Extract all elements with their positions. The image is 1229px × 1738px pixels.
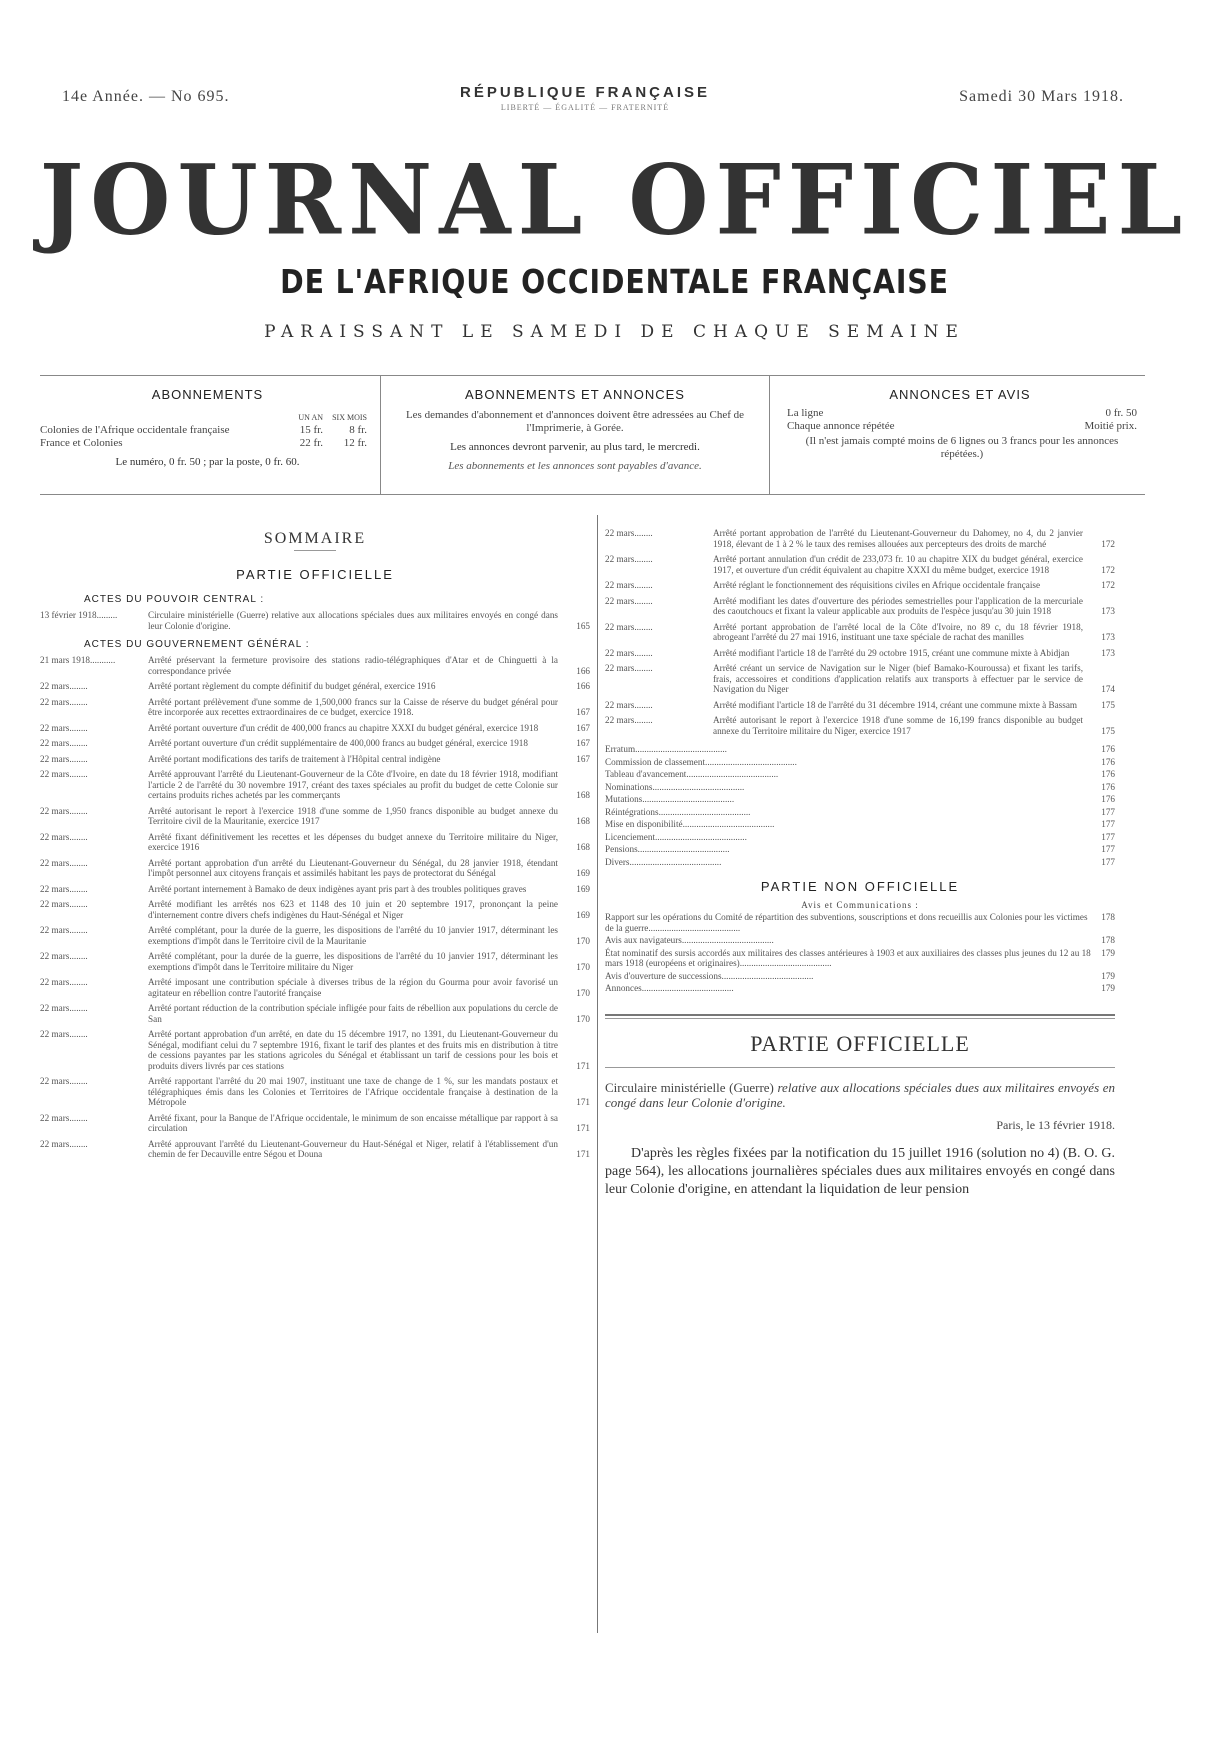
section-separator — [605, 1014, 1115, 1016]
toc-entry — [40, 754, 590, 765]
partie-officielle-heading: PARTIE OFFICIELLE — [236, 567, 394, 582]
toc-entry-text: Mutations........................................ — [605, 794, 735, 804]
price-label: Colonies de l'Afrique occidentale française — [40, 424, 230, 436]
motto: LIBERTÉ — ÉGALITÉ — FRATERNITÉ — [500, 103, 670, 112]
toc-entry-date: 22 mars........ — [40, 1112, 88, 1123]
toc-entry-date: 22 mars........ — [40, 951, 88, 961]
toc-entry-text: Erratum........................................ — [605, 744, 727, 754]
circular-subject: relative aux allocations spéciales dues aux militaires envoyés en congé dans leur Colonie d'origine. — [605, 1079, 1115, 1110]
toc-entry-text: Arrêté portant approbation d'un arrêté du Lieutenant-Gouverneur du Sénégal, du 28 janvier 1918, étendant l'impôt personnel aux citoyens français et assimilés habitant les pays de protectorat du Sénégal — [148, 857, 558, 878]
toc-entry-date: 22 mars........ — [40, 925, 88, 935]
toc-entry — [605, 769, 1115, 780]
toc-entry — [605, 971, 1115, 982]
annonces-avis-box — [775, 376, 1145, 494]
toc-entry — [40, 806, 590, 827]
masthead-title: JOURNAL OFFICIEL — [39, 143, 1190, 257]
toc-entry — [605, 663, 1115, 695]
toc-entry-text: Arrêté portant approbation de l'arrêté local de la Côte d'Ivoire, no 89 c, du 18 février 1918, abrogeant l'arrêté du 27 mai 1916, instituant une taxe spéciale de rachat des manilles — [713, 621, 1083, 642]
toc-entry-text: Arrêté rapportant l'arrêté du 20 mai 1907, instituant une taxe de change de 1 %, sur les mandats postaux et télégraphiques émis dans les Colonies et Territoires de l'Afrique occidentale française à destination de la Métropole — [148, 1076, 558, 1107]
price-row — [40, 437, 367, 450]
avis-communications-heading: Avis et Communications : — [801, 900, 919, 910]
pouvoir-central-list — [40, 610, 590, 631]
price-six: 12 fr. — [343, 437, 367, 449]
gouvernement-general-list — [40, 655, 590, 1160]
toc-entry — [605, 700, 1115, 711]
toc-entry-text: Arrêté fixant définitivement les recettes et les dépenses du budget annexe du Territoire militaire du Niger, exercice 1916 — [148, 831, 558, 852]
toc-entry-page: 171 — [576, 1060, 590, 1071]
toc-entry-page: 176 — [1101, 781, 1115, 792]
toc-entry — [40, 1113, 590, 1134]
toc-entry-page: 177 — [1101, 856, 1115, 867]
demandes-text: Les demandes d'abonnement et d'annonces doivent être adressées au Chef de l'Imprimerie, à Gorée. — [405, 409, 745, 434]
toc-entry-text: Arrêté modifiant les arrêtés nos 623 et 1148 des 10 juin et 20 septembre 1917, prononçant la peine d'internement contre divers chefs indigènes du Haut-Sénégal et Niger — [148, 899, 558, 920]
toc-entry-page: 178 — [1101, 912, 1115, 922]
toc-entry-page: 177 — [1101, 831, 1115, 842]
pouvoir-central-heading: ACTES DU POUVOIR CENTRAL : — [84, 594, 265, 605]
toc-entry-text: Arrêté approuvant l'arrêté du Lieutenant-Gouverneur du Haut-Sénégal et Niger, relatif à l'établissement d'un chemin de fer Decauville entre Ségou et Douna — [148, 1138, 558, 1159]
toc-entry-date: 22 mars........ — [40, 1076, 88, 1086]
toc-entry-date: 22 mars........ — [40, 831, 88, 842]
payment-text: Les abonnements et les annonces sont payables d'avance. — [448, 460, 702, 472]
toc-entry-date: 22 mars........ — [605, 647, 653, 658]
toc-entry — [40, 884, 590, 895]
toc-entry-text: Arrêté portant approbation d'un arrêté, en date du 15 décembre 1917, no 1391, du Lieutenant-Gouverneur du Sénégal, modifiant celui du 7 septembre 1916, fixant le tarif des plantes et des fruits mis en distribution à titre de cessions payantes par les stations agricoles du Sénégal et établissant un tarif de cessions pour les bois et produits divers livrés par ces stations — [148, 1029, 558, 1071]
ligne-value: 0 fr. 50 — [1105, 407, 1137, 419]
toc-entry-text: Arrêté portant modifications des tarifs de traitement à l'Hôpital central indigène — [148, 753, 441, 764]
toc-entry-text: Nominations........................................ — [605, 781, 745, 792]
toc-entry-text: Arrêté modifiant les dates d'ouverture des périodes semestrielles pour l'application de la mercuriale des caoutchoucs et fixant la valeur applicable aux produits de l'espèce jusqu'au 30 juin 1918 — [713, 595, 1083, 616]
toc-entry — [40, 951, 590, 972]
toc-entry-page: 176 — [1101, 794, 1115, 804]
toc-entry-page: 175 — [1101, 725, 1115, 736]
toc-entry-text: Arrêté portant prélèvement d'une somme de 1,500,000 francs sur la Caisse de réserve du budget général pour être incorporée aux recettes extraordinaires de ce budget, exercice 1918. — [148, 696, 558, 717]
toc-entry-page: 170 — [576, 961, 590, 972]
toc-entry-page: 170 — [576, 1013, 590, 1024]
toc-entry-text: Annonces........................................ — [605, 983, 734, 993]
toc-entry-page: 173 — [1101, 632, 1115, 642]
price-label: France et Colonies — [40, 437, 123, 449]
toc-entry-page: 171 — [576, 1097, 590, 1107]
toc-entry — [605, 948, 1115, 969]
toc-entry-page: 179 — [1101, 970, 1115, 981]
header-top — [40, 84, 1130, 124]
toc-entry-page: 177 — [1101, 844, 1115, 854]
place-date: Paris, le 13 février 1918. — [996, 1117, 1115, 1132]
toc-entry-page: 179 — [1101, 947, 1115, 958]
toc-entry — [40, 723, 590, 734]
toc-entry-text: Arrêté portant règlement du compte définitif du budget général, exercice 1916 — [148, 681, 436, 691]
toc-entry-date: 22 mars........ — [40, 883, 88, 894]
sommaire-underline — [294, 550, 336, 551]
toc-entry-page: 177 — [1101, 806, 1115, 817]
toc-entry-page: 169 — [576, 883, 590, 894]
toc-entry-text: Arrêté portant internement à Bamako de deux indigènes ayant pris part à des troubles politiques graves — [148, 883, 527, 894]
toc-entry-page: 178 — [1101, 935, 1115, 945]
toc-entry-date: 22 mars........ — [605, 554, 653, 564]
non-officielle-list — [605, 912, 1115, 994]
toc-entry — [40, 769, 590, 801]
section-separator-thin — [605, 1018, 1115, 1019]
toc-entry-text: Arrêté créant un service de Navigation sur le Niger (bief Bamako-Kouroussa) et fixant les tarifs, frais, accessoires et conditions d'application relatifs aux transports à effectuer par le service de Navigation du Niger — [713, 663, 1083, 694]
toc-entry-page: 168 — [576, 790, 590, 800]
toc-entry-text: Arrêté autorisant le report à l'exercice 1918 d'une somme de 16,199 francs disponible au budget annexe du Territoire militaire du Niger, exercice 1917 — [713, 715, 1083, 736]
toc-entry-text: Arrêté réglant le fonctionnement des réquisitions civiles en Afrique occidentale française — [713, 580, 1041, 590]
toc-entry-page: 165 — [576, 620, 590, 631]
abonnements-annonces-title: ABONNEMENTS ET ANNONCES — [465, 387, 685, 402]
toc-entry-text: Tableau d'avancement........................................ — [605, 769, 779, 779]
toc-entry-page: 173 — [1101, 647, 1115, 658]
toc-entry-date: 22 mars........ — [40, 753, 88, 764]
toc-entry — [605, 596, 1115, 617]
toc-entry-date: 22 mars........ — [40, 1003, 88, 1013]
toc-entry — [40, 1139, 590, 1160]
sommaire-right-column — [605, 523, 1115, 1199]
col-head-year: UN AN — [298, 413, 323, 422]
toc-entry — [605, 715, 1115, 736]
toc-entry-text: Arrêté complétant, pour la durée de la guerre, les dispositions de l'arrêté du 10 janvier 1917, déterminant les exemptions d'impôt dans le Territoire civil de la Mauritanie — [148, 925, 558, 946]
toc-entry — [605, 857, 1115, 868]
toc-entry-text: Arrêté portant ouverture d'un crédit supplémentaire de 400,000 francs au budget général, exercice 1918 — [148, 738, 528, 748]
toc-entry-page: 177 — [1101, 819, 1115, 829]
toc-entry-page: 166 — [576, 665, 590, 676]
toc-entry-date: 22 mars........ — [40, 1029, 88, 1039]
toc-entry — [40, 655, 590, 676]
toc-entry — [605, 782, 1115, 793]
price-six: 8 fr. — [349, 424, 367, 436]
price-year: 15 fr. — [299, 424, 323, 436]
partie-officielle-title: PARTIE OFFICIELLE — [750, 1030, 970, 1056]
toc-entry-date: 22 mars........ — [605, 663, 653, 673]
masthead-tagline: PARAISSANT LE SAMEDI DE CHAQUE SEMAINE — [264, 322, 965, 342]
toc-entry-date: 22 mars........ — [40, 857, 88, 868]
toc-entry-text: Arrêté préservant la fermeture provisoire des stations radio-télégraphiques d'Atar et de Chinguetti à la correspondance privée — [148, 655, 558, 676]
numero-price: Le numéro, 0 fr. 50 ; par la poste, 0 fr. 60. — [115, 456, 300, 468]
issue-date: Samedi 30 Mars 1918. — [959, 88, 1124, 105]
toc-entry-text: Mise en disponibilité........................................ — [605, 819, 775, 829]
abonnements-annonces-box — [380, 376, 770, 494]
toc-entry-text: Pensions........................................ — [605, 844, 730, 854]
toc-entry — [605, 757, 1115, 768]
toc-entry-text: Rapport sur les opérations du Comité de répartition des subventions, souscriptions et dons recueillis aux Colonies pour les victimes de la guerre........................................ — [605, 912, 1088, 933]
toc-entry-date: 22 mars........ — [40, 696, 88, 707]
toc-entry-page: 169 — [576, 868, 590, 878]
toc-entry-page: 172 — [1101, 538, 1115, 549]
toc-entry-page: 174 — [1101, 684, 1115, 694]
toc-entry-page: 172 — [1101, 564, 1115, 575]
year-number: 14e Année. — No 695. — [62, 88, 230, 105]
toc-entry-date: 22 mars........ — [605, 715, 653, 725]
price-table — [40, 411, 367, 450]
toc-entry-date: 22 mars........ — [605, 595, 653, 606]
toc-entry — [605, 819, 1115, 830]
price-row — [40, 424, 367, 437]
toc-entry-page: 166 — [576, 681, 590, 691]
toc-entry-date: 22 mars........ — [40, 805, 88, 816]
annonces-note: (Il n'est jamais compté moins de 6 lignes ou 3 francs pour les annonces répétées.) — [805, 435, 1119, 460]
toc-entry-text: Avis d'ouverture de successions........................................ — [605, 970, 814, 981]
toc-entry — [40, 1029, 590, 1071]
toc-entry — [605, 912, 1115, 933]
toc-entry-text: Arrêté fixant, pour la Banque de l'Afrique occidentale, le minimum de son encaisse métallique par rapport à sa circulation — [148, 1112, 558, 1133]
toc-entry — [40, 610, 590, 631]
sommaire-title: SOMMAIRE — [263, 530, 367, 547]
toc-entry — [605, 648, 1115, 659]
annonces-avis-title: ANNONCES ET AVIS — [889, 387, 1031, 402]
toc-entry-page: 172 — [1101, 580, 1115, 590]
toc-entry — [40, 697, 590, 718]
toc-entry — [40, 738, 590, 749]
toc-entry-page: 171 — [576, 1149, 590, 1159]
price-year: 22 fr. — [299, 437, 323, 449]
abonnements-title: ABONNEMENTS — [151, 387, 264, 402]
toc-entry-text: Commission de classement........................................ — [605, 756, 797, 767]
price-head-row — [40, 411, 367, 424]
toc-entry-page: 167 — [576, 722, 590, 733]
toc-entry — [605, 554, 1115, 575]
toc-entry-date: 22 mars........ — [40, 977, 88, 987]
toc-entry-page: 173 — [1101, 606, 1115, 616]
toc-entry — [40, 925, 590, 946]
toc-entry-text: Arrêté portant réduction de la contribution spéciale infligée pour faits de rébellion aux populations du cercle de San — [148, 1003, 558, 1024]
toc-entry-page: 171 — [576, 1123, 590, 1133]
toc-entry-text: Arrêté approuvant l'arrêté du Lieutenant-Gouverneur de la Côte d'Ivoire, en date du 18 février 1918, modifiant l'article 2 de l'arrêté du 30 novembre 1917, créant des taxes spéciales au profit du budget de cette Colonie sur certains produits riches achetés par les commerçants — [148, 769, 558, 800]
toc-entry — [605, 935, 1115, 946]
subscription-boxes — [40, 375, 1145, 495]
toc-entry-text: État nominatif des sursis accordés aux militaires des classes antérieures à 1903 et aux auxiliaires des classes plus jeunes du 12 au 18 mars 1918 (européens et originaires)........................................ — [605, 947, 1091, 968]
abonnements-box — [40, 376, 375, 494]
toc-entry-page: 168 — [576, 816, 590, 826]
toc-entry-page: 175 — [1101, 699, 1115, 710]
toc-entry-text: Arrêté imposant une contribution spéciale à diverses tribus de la région du Gourma pour avoir favorisé un agitateur en rébellion contre l'autorité française — [148, 977, 558, 998]
circular-body: D'après les règles fixées par la notification du 15 juillet 1916 (solution no 4) (B. O. G. page 564), les allocations journalières spéciales dues aux militaires envoyés en congé dans leur Colonie d'origine, en attendant la liquidation de leur pension — [605, 1145, 1115, 1197]
toc-entry — [40, 1003, 590, 1024]
repetee-label: Chaque annonce répétée — [787, 420, 895, 432]
toc-entry-text: Arrêté portant ouverture d'un crédit de 400,000 francs au chapitre XXXI du budget général, exercice 1918 — [148, 722, 539, 733]
sommaire-left-column — [40, 530, 590, 1160]
repetee-row — [787, 420, 1137, 433]
toc-entry-date: 22 mars........ — [40, 722, 88, 733]
toc-entry — [40, 977, 590, 998]
toc-entry-page: 170 — [576, 935, 590, 946]
toc-entry — [605, 983, 1115, 994]
toc-entry-text: Arrêté portant approbation de l'arrêté du Lieutenant-Gouverneur du Dahomey, no 4, du 2 janvier 1918, élevant de 1 à 2 % le taux des remises allouées aux percepteurs des droits de marché — [713, 528, 1083, 549]
partie-non-officielle-heading: PARTIE NON OFFICIELLE — [760, 879, 960, 894]
toc-entry-date: 22 mars........ — [40, 738, 88, 748]
toc-entry-date: 22 mars........ — [605, 528, 653, 538]
toc-entry — [40, 681, 590, 692]
toc-entry-page: 176 — [1101, 744, 1115, 754]
toc-entry-page: 170 — [576, 987, 590, 998]
toc-entry-date: 13 février 1918......... — [40, 610, 118, 620]
toc-entry-page: 169 — [576, 909, 590, 920]
toc-entry — [605, 832, 1115, 843]
toc-entry-text: Réintégrations........................................ — [605, 806, 751, 817]
toc-entry-date: 22 mars........ — [605, 699, 653, 710]
circular-heading — [605, 1080, 1115, 1110]
col-head-six: SIX MOIS — [332, 413, 367, 422]
title-rule — [605, 1067, 1115, 1068]
toc-entry-date: 21 mars 1918........... — [40, 655, 116, 665]
toc-entry-page: 167 — [576, 738, 590, 748]
circular-lead: Circulaire ministérielle (Guerre) — [605, 1079, 778, 1095]
toc-entry-page: 167 — [576, 707, 590, 717]
toc-entry-page: 179 — [1101, 983, 1115, 993]
column-divider — [597, 515, 598, 1633]
toc-entry — [40, 1076, 590, 1108]
toc-entry-text: Avis aux navigateurs........................................ — [605, 935, 774, 945]
toc-entry-date: 22 mars........ — [40, 899, 88, 909]
toc-entry — [605, 807, 1115, 818]
annonces-avis-text — [775, 401, 1145, 461]
toc-entry-text: Arrêté complétant, pour la durée de la guerre, les dispositions de l'arrêté du 10 janvier 1917, déterminant les exemptions d'impôt dans le Territoire militaire du Niger — [148, 951, 558, 972]
toc-entry-page: 176 — [1101, 756, 1115, 767]
repetee-value: Moitié prix. — [1084, 420, 1137, 432]
toc-entry-date: 22 mars........ — [40, 681, 88, 691]
toc-entry-text: Divers........................................ — [605, 856, 722, 867]
toc-entry — [605, 844, 1115, 855]
toc-entry — [40, 899, 590, 920]
toc-entry-text: Arrêté autorisant le report à l'exercice 1918 d'une somme de 1,950 francs disponible au budget annexe du Territoire civil de la Mauritanie, exercice 1917 — [148, 805, 558, 826]
toc-entry-text: Circulaire ministérielle (Guerre) relative aux allocations spéciales dues aux militaires envoyés en congé dans leur Colonie d'origine. — [148, 610, 558, 631]
misc-entries-list — [605, 744, 1115, 867]
toc-entry-text: Arrêté modifiant l'article 18 de l'arrêté du 29 octobre 1915, créant une commune mixte à Abidjan — [713, 647, 1070, 658]
toc-entry-date: 22 mars........ — [40, 769, 88, 779]
ligne-label: La ligne — [787, 407, 824, 419]
toc-entry-text: Arrêté modifiant l'article 18 de l'arrêté du 31 décembre 1914, créant une commune mixte à Bassam — [713, 699, 1078, 710]
toc-entry — [605, 794, 1115, 805]
toc-entry-page: 176 — [1101, 769, 1115, 779]
deadline-text: Les annonces devront parvenir, au plus tard, le mercredi. — [450, 441, 700, 453]
toc-entry-date: 22 mars........ — [605, 580, 653, 590]
toc-entry — [40, 832, 590, 853]
toc-entry-text: Licenciement........................................ — [605, 831, 747, 842]
toc-entry-date: 22 mars........ — [605, 621, 653, 632]
toc-entry-date: 22 mars........ — [40, 1138, 88, 1149]
toc-entry — [605, 622, 1115, 643]
toc-entry — [605, 580, 1115, 591]
toc-entry-page: 167 — [576, 753, 590, 764]
ligne-row — [787, 407, 1137, 420]
toc-entry-text: Arrêté portant annulation d'un crédit de 233,073 fr. 10 au chapitre XIX du budget général, exercice 1917, et ouverture d'un crédit équivalent au chapitre XXXI du même budget, exercice 1918 — [713, 554, 1083, 575]
masthead-subtitle: DE L'AFRIQUE OCCIDENTALE FRANÇAISE — [280, 262, 949, 301]
abonnements-annonces-text — [381, 401, 769, 473]
toc-entry-page: 168 — [576, 842, 590, 852]
toc-entry — [40, 858, 590, 879]
republic-name: RÉPUBLIQUE FRANÇAISE — [459, 84, 710, 101]
right-entries-list — [605, 528, 1115, 736]
toc-entry — [605, 744, 1115, 755]
toc-entry — [605, 528, 1115, 549]
gouvernement-general-heading: ACTES DU GOUVERNEMENT GÉNÉRAL : — [84, 639, 310, 650]
